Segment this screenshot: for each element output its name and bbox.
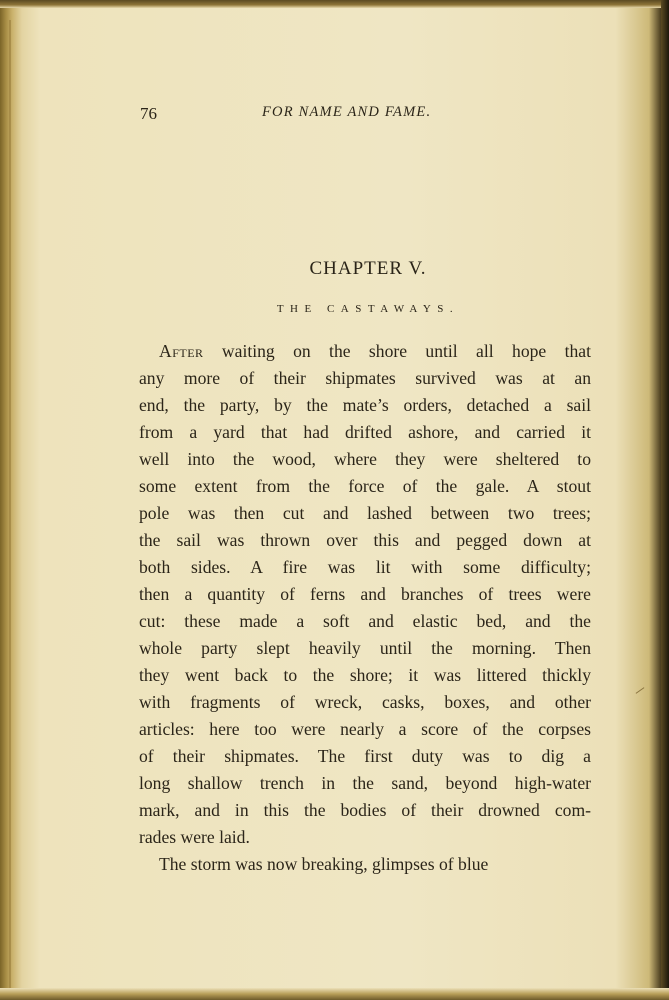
text-line xyxy=(139,338,591,365)
chapter-subtitle: THE CASTAWAYS. xyxy=(276,303,460,315)
text-line: The storm was now breaking, glimpses of blue xyxy=(159,854,489,874)
text-line: end, the party, by the mate’s orders, detached a sail xyxy=(139,395,591,415)
page-top-edge xyxy=(0,0,669,8)
text-line: pole was then cut and lashed between two trees; xyxy=(139,503,591,523)
margin-mark xyxy=(636,687,645,694)
text-line: rades were laid. xyxy=(139,827,250,847)
binding-edge xyxy=(9,20,11,990)
text-line: of their shipmates. The first duty was to dig a xyxy=(139,746,591,766)
running-head xyxy=(140,104,600,126)
chapter-title: CHAPTER V. xyxy=(309,258,427,279)
text-line: then a quantity of ferns and branches of trees were xyxy=(139,584,591,604)
page-right-edge xyxy=(661,0,669,1000)
body-text xyxy=(139,338,591,878)
text-line: articles: here too were nearly a score of the corpses xyxy=(139,719,591,739)
text-line: mark, and in this the bodies of their drowned com- xyxy=(139,800,591,820)
page-number: 76 xyxy=(140,104,157,123)
text-line: cut: these made a soft and elastic bed, and the xyxy=(139,611,591,631)
text-line: some extent from the force of the gale. A stout xyxy=(139,476,591,496)
text-line: long shallow trench in the sand, beyond high-water xyxy=(139,773,591,793)
text-line: any more of their shipmates survived was at an xyxy=(139,368,591,388)
text-line: both sides. A fire was lit with some difficulty; xyxy=(139,557,591,577)
first-line-rest: waiting on the shore until all hope that xyxy=(203,341,591,361)
text-line: whole party slept heavily until the morning. Then xyxy=(139,638,591,658)
text-line: well into the wood, where they were sheltered to xyxy=(139,449,591,469)
text-line: they went back to the shore; it was littered thickly xyxy=(139,665,591,685)
page-bottom-edge xyxy=(0,988,669,1000)
lead-word: After xyxy=(159,341,204,361)
text-line: with fragments of wreck, casks, boxes, and other xyxy=(139,692,591,712)
text-line: the sail was thrown over this and pegged down at xyxy=(139,530,591,550)
running-title: FOR NAME AND FAME. xyxy=(262,104,432,120)
text-line: from a yard that had drifted ashore, and carried it xyxy=(139,422,591,442)
